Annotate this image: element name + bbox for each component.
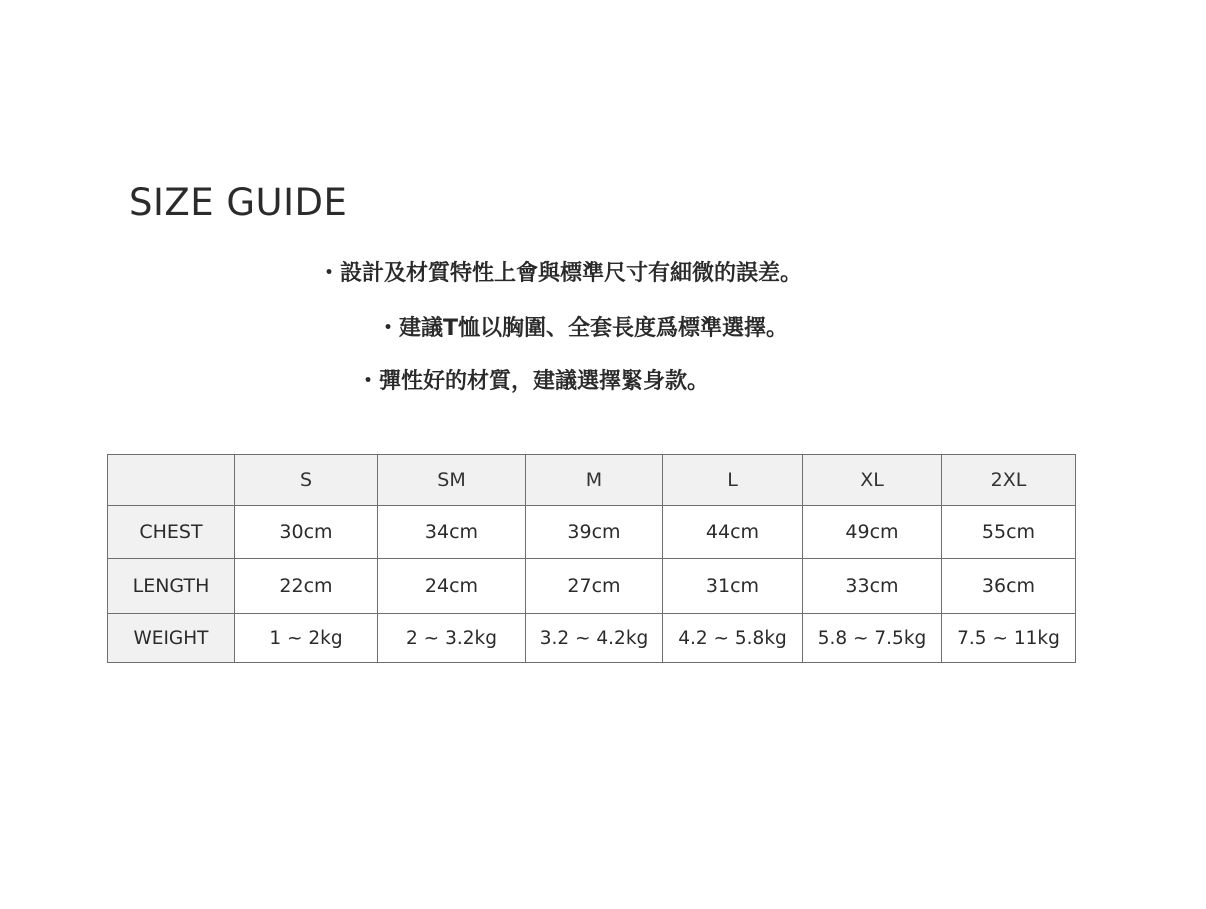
table-cell: 30cm: [235, 506, 378, 559]
table-cell: 24cm: [378, 559, 526, 614]
table-row-weight: [108, 614, 1076, 663]
table-cell: 5.8 ~ 7.5kg: [803, 614, 942, 663]
table-cell: 22cm: [235, 559, 378, 614]
header-corner-cell: [108, 455, 235, 506]
header-size-xl: XL: [803, 455, 942, 506]
table-cell: 2 ~ 3.2kg: [378, 614, 526, 663]
table-cell: 55cm: [942, 506, 1076, 559]
size-table-header: [108, 455, 1076, 506]
table-cell: 1 ~ 2kg: [235, 614, 378, 663]
table-cell: 3.2 ~ 4.2kg: [526, 614, 663, 663]
table-cell: 39cm: [526, 506, 663, 559]
row-label-weight: WEIGHT: [108, 614, 235, 663]
header-size-2xl: 2XL: [942, 455, 1076, 506]
table-row-length: [108, 559, 1076, 614]
note-elastic-material: ・彈性好的材質，建議選擇緊身款。: [357, 369, 710, 394]
header-size-s: S: [235, 455, 378, 506]
page-title: SIZE GUIDE: [129, 181, 348, 224]
table-cell: 33cm: [803, 559, 942, 614]
table-cell: 4.2 ~ 5.8kg: [663, 614, 803, 663]
row-label-chest: CHEST: [108, 506, 235, 559]
size-table-header-row: [108, 455, 1076, 506]
header-size-sm: SM: [378, 455, 526, 506]
table-row-chest: [108, 506, 1076, 559]
size-table: [107, 454, 1076, 663]
row-label-length: LENGTH: [108, 559, 235, 614]
table-cell: 31cm: [663, 559, 803, 614]
table-cell: 44cm: [663, 506, 803, 559]
table-cell: 27cm: [526, 559, 663, 614]
header-size-l: L: [663, 455, 803, 506]
table-cell: 7.5 ~ 11kg: [942, 614, 1076, 663]
table-cell: 49cm: [803, 506, 942, 559]
note-tshirt-selection: ・建議T恤以胸圍、全套長度爲標準選擇。: [377, 316, 789, 341]
note-design-tolerance: ・設計及材質特性上會與標準尺寸有細微的誤差。: [318, 261, 803, 286]
header-size-m: M: [526, 455, 663, 506]
table-cell: 34cm: [378, 506, 526, 559]
size-table-body: [108, 506, 1076, 663]
table-cell: 36cm: [942, 559, 1076, 614]
